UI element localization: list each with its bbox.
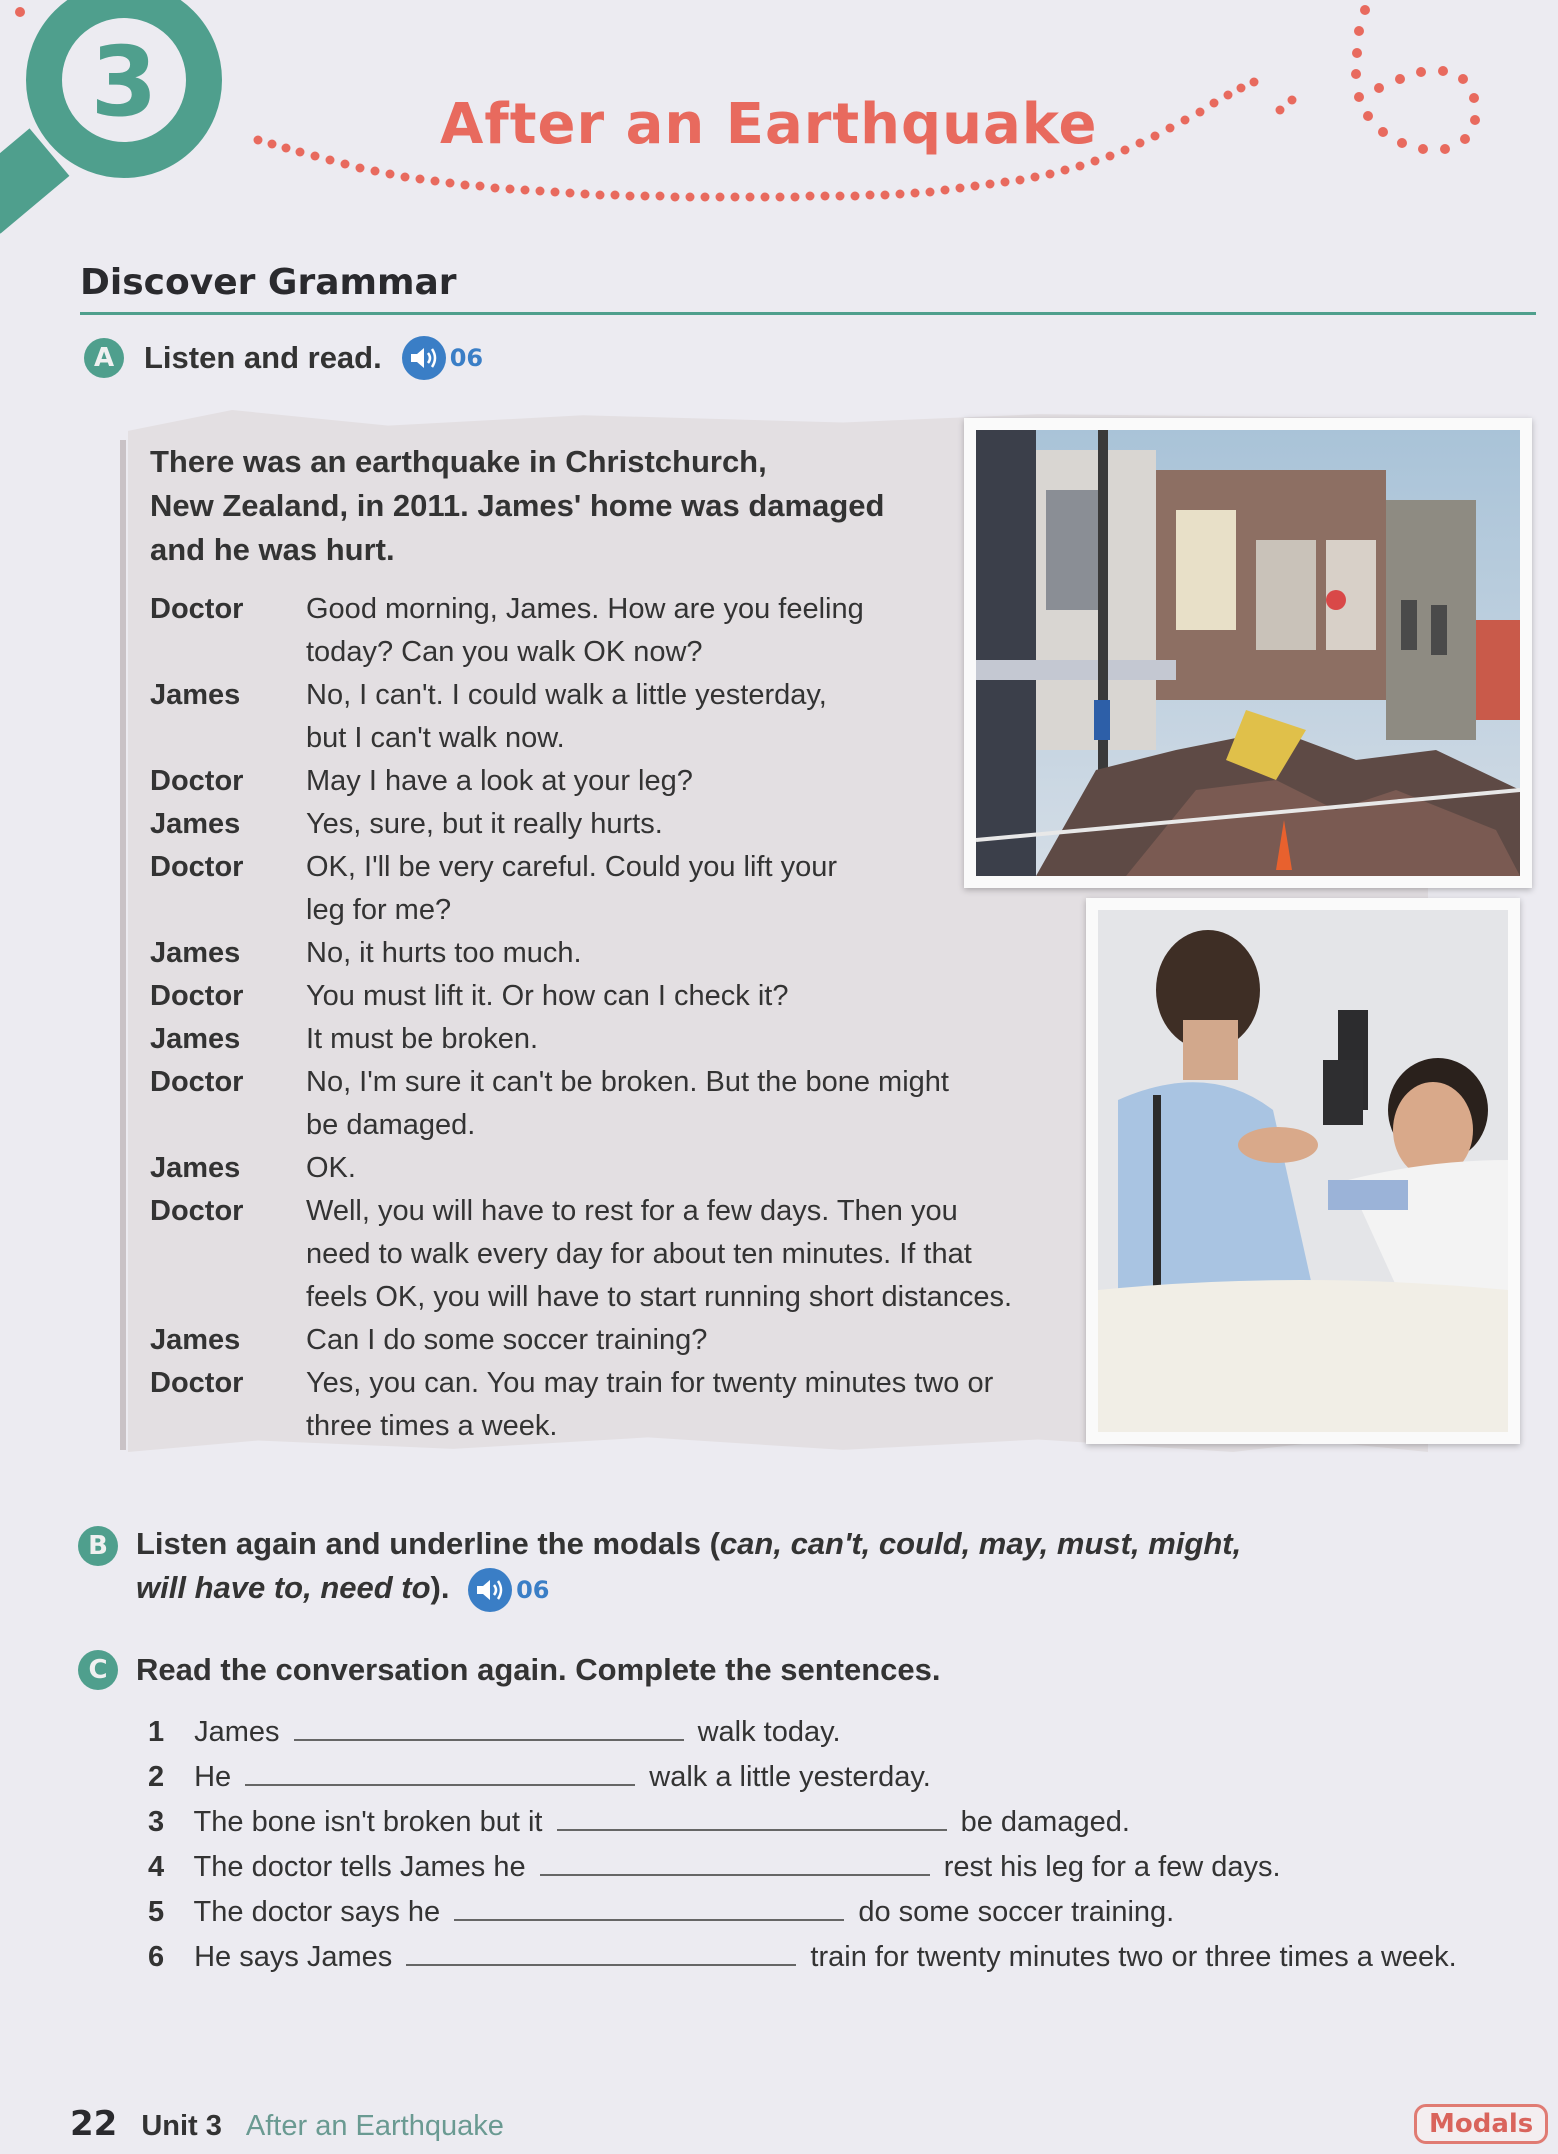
topic-tag: Modals [1414, 2104, 1548, 2144]
speaker-name: James [150, 808, 241, 840]
sentence-end: rest his leg for a few days. [943, 1851, 1281, 1883]
dialogue-turn [150, 588, 1090, 674]
speaker-name: Doctor [150, 1066, 244, 1098]
sentence-item [148, 1935, 1548, 1980]
dialogue-line: No, I can't. I could walk a little yesterday, [306, 679, 827, 711]
modals-list: can, can't, could, may, must, might, [719, 1526, 1242, 1561]
sentence-item [148, 1755, 1548, 1800]
dialogue-turn [150, 932, 1090, 975]
sentence-item [148, 1845, 1548, 1890]
page-number: 22 [70, 2104, 118, 2144]
sentence-end: do some soccer training. [858, 1896, 1175, 1928]
sentence-end: walk a little yesterday. [649, 1761, 931, 1793]
story-intro [150, 440, 970, 572]
exercise-b-badge: B [78, 1526, 118, 1566]
sentence-item [148, 1710, 1548, 1755]
dialogue-turn [150, 846, 1090, 932]
answer-blank[interactable] [406, 1942, 796, 1966]
panel-torn-edge [120, 440, 126, 1450]
intro-line: and he was hurt. [150, 532, 395, 567]
exercise-a-header [84, 336, 483, 380]
speaker-name: Doctor [150, 1195, 244, 1227]
answer-blank[interactable] [557, 1807, 947, 1831]
dialogue-turn [150, 1190, 1090, 1319]
sentence-end: walk today. [697, 1716, 841, 1748]
exercise-a-instruction: Listen and read. [144, 340, 382, 375]
dialogue-line: Yes, sure, but it really hurts. [306, 808, 663, 840]
sentence-number: 6 [148, 1941, 165, 1973]
speaker-name: James [150, 937, 241, 969]
dialogue-turn [150, 975, 1090, 1018]
dialogue-line: No, I'm sure it can't be broken. But the bone might [306, 1066, 949, 1098]
footer-unit-label: Unit 3 [141, 2110, 222, 2142]
sentence-start: He [194, 1761, 232, 1793]
speaker-name: Doctor [150, 980, 244, 1012]
dialogue-line: three times a week. [306, 1410, 558, 1442]
dialogue-line: You must lift it. Or how can I check it? [306, 980, 789, 1012]
unit-number: 3 [90, 26, 158, 138]
audio-track-number: 06 [449, 344, 484, 372]
dialogue-line: OK, I'll be very careful. Could you lift your [306, 851, 837, 883]
exercise-b-instruction [136, 1522, 1241, 1612]
section-heading: Discover Grammar [80, 262, 457, 303]
dialogue-line: Can I do some soccer training? [306, 1324, 708, 1356]
audio-track-button[interactable] [468, 1568, 549, 1612]
sentence-start: He says James [194, 1941, 393, 1973]
footer-unit-title: After an Earthquake [245, 2110, 504, 2142]
speaker-name: Doctor [150, 765, 244, 797]
dialogue-line: May I have a look at your leg? [306, 765, 693, 797]
speaker-name: Doctor [150, 593, 244, 625]
modals-list: will have to, need to [136, 1570, 431, 1605]
sentence-number: 4 [148, 1851, 165, 1883]
answer-blank[interactable] [294, 1717, 684, 1741]
speaker-name: James [150, 1152, 241, 1184]
answer-blank[interactable] [454, 1897, 844, 1921]
sentence-number: 5 [148, 1896, 165, 1928]
sentence-end: be damaged. [960, 1806, 1130, 1838]
speaker-name: Doctor [150, 1367, 244, 1399]
dialogue-turn [150, 1147, 1090, 1190]
dialogue-turn [150, 1319, 1090, 1362]
dialogue-line: need to walk every day for about ten minutes. If that [306, 1238, 972, 1270]
earthquake-damage-photo [964, 418, 1532, 888]
dialogue-turn [150, 760, 1090, 803]
dialogue-line: feels OK, you will have to start running short distances. [306, 1281, 1013, 1313]
section-divider [80, 312, 1536, 315]
audio-track-number: 06 [516, 1575, 550, 1604]
dialogue-line: It must be broken. [306, 1023, 539, 1055]
dialogue-line: Good morning, James. How are you feeling [306, 593, 864, 625]
doctor-patient-photo [1086, 898, 1520, 1444]
answer-blank[interactable] [540, 1852, 930, 1876]
page-title: After an Earthquake [440, 92, 1098, 157]
intro-line: New Zealand, in 2011. James' home was damaged [150, 488, 885, 523]
instruction-text: ). [430, 1570, 450, 1605]
dialogue-line: but I can't walk now. [306, 722, 565, 754]
speaker-icon[interactable] [402, 336, 446, 380]
dialogue-line: leg for me? [306, 894, 452, 926]
page-footer [70, 2104, 504, 2144]
dialogue [150, 588, 1090, 1448]
audio-track-button[interactable] [402, 336, 483, 380]
sentence-number: 1 [148, 1716, 165, 1748]
dialogue-line: Well, you will have to rest for a few days. Then you [306, 1195, 958, 1227]
answer-blank[interactable] [245, 1762, 635, 1786]
collapsed-building-image [976, 430, 1520, 876]
dialogue-turn [150, 674, 1090, 760]
dialogue-line: today? Can you walk OK now? [306, 636, 703, 668]
fill-in-sentences [148, 1710, 1548, 1980]
sentence-item [148, 1800, 1548, 1845]
dialogue-line: OK. [306, 1152, 356, 1184]
sentence-number: 3 [148, 1806, 165, 1838]
intro-line: There was an earthquake in Christchurch, [150, 444, 767, 479]
speaker-name: Doctor [150, 851, 244, 883]
dialogue-line: be damaged. [306, 1109, 476, 1141]
doctor-examining-patient-image [1098, 910, 1508, 1432]
dialogue-line: Yes, you can. You may train for twenty minutes two or [306, 1367, 994, 1399]
speaker-icon[interactable] [468, 1568, 512, 1612]
dialogue-turn [150, 803, 1090, 846]
speaker-name: James [150, 679, 241, 711]
sentence-number: 2 [148, 1761, 165, 1793]
exercise-c-badge: C [78, 1650, 118, 1690]
sentence-start: The bone isn't broken but it [193, 1806, 543, 1838]
speaker-name: James [150, 1324, 241, 1356]
sentence-start: James [194, 1716, 280, 1748]
exercise-c-instruction: Read the conversation again. Complete the sentences. [136, 1652, 941, 1687]
dialogue-turn [150, 1362, 1090, 1448]
dialogue-turn [150, 1018, 1090, 1061]
exercise-b [78, 1522, 1378, 1612]
dialogue-turn [150, 1061, 1090, 1147]
exercise-c-header [78, 1650, 941, 1690]
sentence-start: The doctor tells James he [193, 1851, 526, 1883]
exercise-a-badge: A [84, 338, 124, 378]
dialogue-line: No, it hurts too much. [306, 937, 582, 969]
sentence-item [148, 1890, 1548, 1935]
sentence-end: train for twenty minutes two or three times a week. [810, 1941, 1457, 1973]
speaker-name: James [150, 1023, 241, 1055]
sentence-start: The doctor says he [193, 1896, 441, 1928]
instruction-text: Listen again and underline the modals ( [136, 1526, 720, 1561]
